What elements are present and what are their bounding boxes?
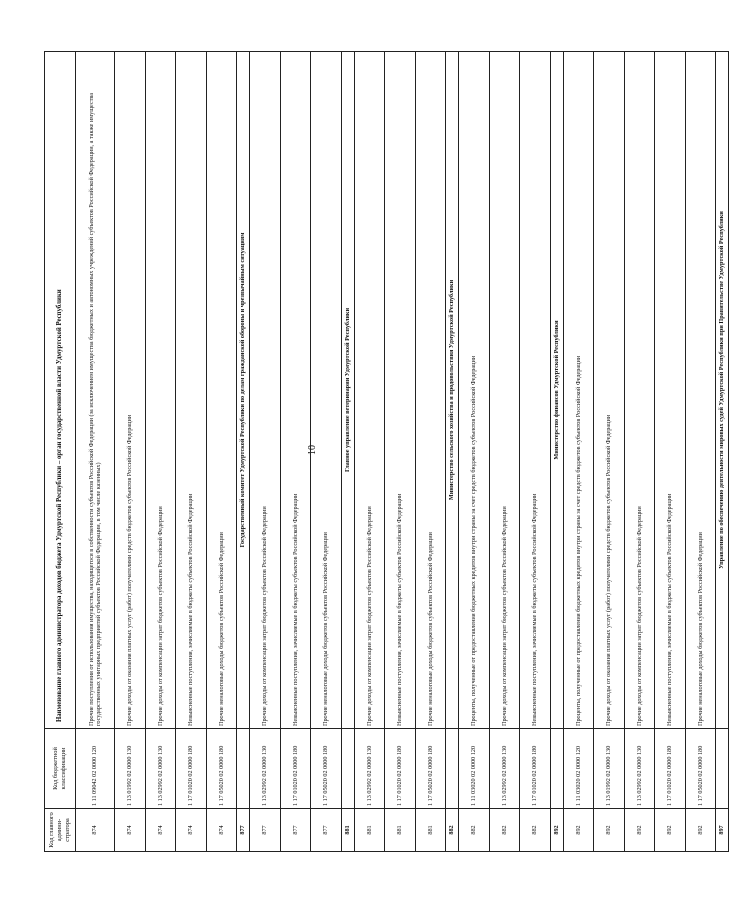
table-row — [354, 52, 385, 852]
admin-code-cell: 882 — [446, 809, 459, 852]
admin-code-cell: 874 — [206, 809, 237, 852]
header-budget-code: Код бюджетной классификации — [45, 729, 76, 809]
table-row — [594, 52, 625, 852]
table-row — [250, 52, 281, 852]
table-section-header-row — [716, 52, 729, 852]
admin-code-cell: 892 — [624, 809, 655, 852]
administrator-name-cell: Главное управление ветеринарии Удмуртской Республики — [341, 52, 354, 729]
budget-code-cell: 1 13 02992 02 0000 130 — [624, 729, 655, 809]
budget-code-cell: 1 17 05020 02 0000 180 — [311, 729, 342, 809]
budget-code-cell: 1 13 02992 02 0000 130 — [145, 729, 176, 809]
budget-code-cell: 1 17 01020 02 0000 180 — [385, 729, 416, 809]
table-row — [563, 52, 594, 852]
revenue-name-cell: Прочие доходы от компенсации затрат бюджетов субъектов Российской Федерации — [489, 52, 520, 729]
admin-code-cell: 877 — [250, 809, 281, 852]
table-row — [685, 52, 716, 852]
budget-code-cell: 1 17 01020 02 0000 180 — [176, 729, 207, 809]
admin-code-cell: 892 — [563, 809, 594, 852]
revenue-name-cell: Прочие неналоговые доходы бюджетов субъектов Российской Федерации — [206, 52, 237, 729]
revenue-name-cell: Прочие доходы от компенсации затрат бюджетов субъектов Российской Федерации — [624, 52, 655, 729]
table-row — [415, 52, 446, 852]
admin-code-cell: 881 — [385, 809, 416, 852]
budget-code-cell: 1 17 01020 02 0000 180 — [655, 729, 686, 809]
budget-code-cell: 1 13 01992 02 0000 130 — [115, 729, 146, 809]
revenue-name-cell: Проценты, полученные от предоставления бюджетных кредитов внутри страны за счет средств бюджетов субъектов Российской Федерации — [459, 52, 490, 729]
admin-code-cell: 892 — [594, 809, 625, 852]
revenue-name-cell: Невыясненные поступления, зачисляемые в бюджеты субъектов Российской Федерации — [176, 52, 207, 729]
budget-code-cell: 1 13 02992 02 0000 130 — [354, 729, 385, 809]
admin-code-cell: 874 — [76, 809, 115, 852]
revenue-name-cell: Невыясненные поступления, зачисляемые в бюджеты субъектов Российской Федерации — [520, 52, 551, 729]
admin-code-cell: 877 — [280, 809, 311, 852]
table-row — [115, 52, 146, 852]
budget-code-cell — [341, 729, 354, 809]
administrator-name-cell: Министерство финансов Удмуртской Республики — [550, 52, 563, 729]
page-number: 10 — [307, 445, 318, 455]
administrator-name-cell: Управление по обеспечению деятельности мировых судей Удмуртской Республики при Правительстве Удмуртской Республики — [716, 52, 729, 729]
admin-code-cell: 881 — [341, 809, 354, 852]
table-section-header-row — [237, 52, 250, 852]
budget-code-cell: 1 17 01020 02 0000 180 — [280, 729, 311, 809]
revenue-name-cell: Прочие неналоговые доходы бюджетов субъектов Российской Федерации — [311, 52, 342, 729]
admin-code-cell: 877 — [311, 809, 342, 852]
admin-code-cell: 892 — [550, 809, 563, 852]
admin-code-cell: 874 — [145, 809, 176, 852]
revenue-name-cell: Прочие доходы от оказания платных услуг (работ) получателями средств бюджетов субъектов Российской Федерации — [115, 52, 146, 729]
budget-code-cell — [446, 729, 459, 809]
revenue-name-cell: Невыясненные поступления, зачисляемые в бюджеты субъектов Российской Федерации — [385, 52, 416, 729]
table-body — [76, 52, 729, 852]
table-section-header-row — [550, 52, 563, 852]
revenue-name-cell: Прочие доходы от компенсации затрат бюджетов субъектов Российской Федерации — [145, 52, 176, 729]
header-administrator-name: Наименование главного администратора доходов бюджета Удмуртской Республики – орган государственной власти Удмуртской Республики — [45, 52, 76, 729]
table-header-row — [45, 52, 76, 852]
revenue-name-cell: Невыясненные поступления, зачисляемые в бюджеты субъектов Российской Федерации — [655, 52, 686, 729]
budget-code-cell: 1 11 09042 02 0000 120 — [76, 729, 115, 809]
budget-code-cell — [716, 729, 729, 809]
revenue-administrators-table — [44, 51, 729, 852]
table-row — [76, 52, 115, 852]
revenue-name-cell: Прочие неналоговые доходы бюджетов субъектов Российской Федерации — [415, 52, 446, 729]
revenue-name-cell: Прочие доходы от компенсации затрат бюджетов субъектов Российской Федерации — [250, 52, 281, 729]
revenue-name-cell: Прочие доходы от оказания платных услуг (работ) получателями средств бюджетов субъектов Российской Федерации — [594, 52, 625, 729]
admin-code-cell: 874 — [176, 809, 207, 852]
admin-code-cell: 882 — [489, 809, 520, 852]
table-row — [459, 52, 490, 852]
admin-code-cell: 892 — [655, 809, 686, 852]
budget-code-cell: 1 17 05020 02 0000 180 — [685, 729, 716, 809]
table-row — [520, 52, 551, 852]
table-section-header-row — [341, 52, 354, 852]
table-row — [385, 52, 416, 852]
admin-code-cell: 897 — [716, 809, 729, 852]
budget-code-cell — [237, 729, 250, 809]
table-row — [206, 52, 237, 852]
budget-code-cell: 1 11 03020 02 0000 120 — [459, 729, 490, 809]
table-landscape — [44, 52, 726, 852]
admin-code-cell: 881 — [415, 809, 446, 852]
table-row — [489, 52, 520, 852]
budget-code-cell: 1 17 05020 02 0000 180 — [415, 729, 446, 809]
revenue-name-cell: Прочие поступления от использования имущества, находящегося в собственности субъектов Российской Федерации (за исключением имущества бюджетных и автономных учреждений субъектов Российской Федерации, а также имущества государственных унитарных предприятий субъектов Российской Федерации, в том числе казенных) — [76, 52, 115, 729]
revenue-name-cell: Прочие неналоговые доходы бюджетов субъектов Российской Федерации — [685, 52, 716, 729]
table-section-header-row — [446, 52, 459, 852]
table-row — [145, 52, 176, 852]
budget-code-cell: 1 13 02992 02 0000 130 — [250, 729, 281, 809]
admin-code-cell: 881 — [354, 809, 385, 852]
table-row — [311, 52, 342, 852]
administrator-name-cell: Государственный комитет Удмуртской Республики по делам гражданской обороны и чрезвычайным ситуациям — [237, 52, 250, 729]
budget-code-cell — [550, 729, 563, 809]
budget-code-cell: 1 17 05020 02 0000 180 — [206, 729, 237, 809]
admin-code-cell: 882 — [459, 809, 490, 852]
administrator-name-cell: Министерство сельского хозяйства и продовольствия Удмуртской Республики — [446, 52, 459, 729]
table-row — [280, 52, 311, 852]
revenue-name-cell: Невыясненные поступления, зачисляемые в бюджеты субъектов Российской Федерации — [280, 52, 311, 729]
rotated-table-container — [44, 52, 726, 852]
budget-code-cell: 1 13 02992 02 0000 130 — [489, 729, 520, 809]
budget-code-cell: 1 17 01020 02 0000 180 — [520, 729, 551, 809]
admin-code-cell: 882 — [520, 809, 551, 852]
header-admin-code: Код главного админи-стратора — [45, 809, 76, 852]
admin-code-cell: 874 — [115, 809, 146, 852]
budget-code-cell: 1 11 03020 02 0000 120 — [563, 729, 594, 809]
budget-code-cell: 1 13 01992 02 0000 130 — [594, 729, 625, 809]
table-row — [624, 52, 655, 852]
admin-code-cell: 892 — [685, 809, 716, 852]
table-row — [176, 52, 207, 852]
revenue-name-cell: Прочие доходы от компенсации затрат бюджетов субъектов Российской Федерации — [354, 52, 385, 729]
admin-code-cell: 877 — [237, 809, 250, 852]
table-row — [655, 52, 686, 852]
revenue-name-cell: Проценты, полученные от предоставления бюджетных кредитов внутри страны за счет средств бюджетов субъектов Российской Федерации — [563, 52, 594, 729]
